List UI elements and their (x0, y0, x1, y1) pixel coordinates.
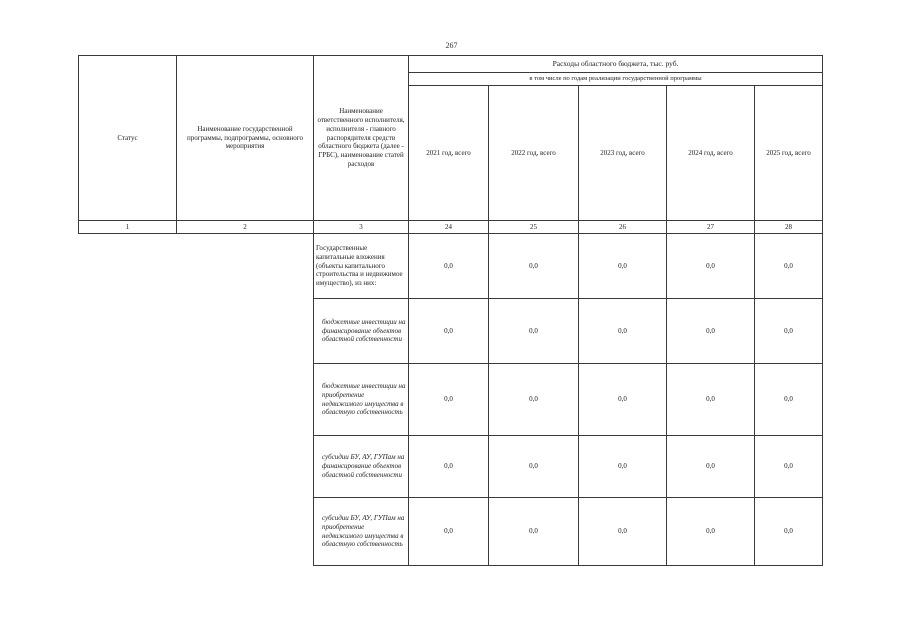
value-cell: 0,0 (667, 299, 755, 364)
budget-table (78, 55, 823, 566)
row-name: Государственные капитальные вложения (объекты капитального строительства и недвижимое имущество), из них: (314, 234, 409, 299)
value-cell: 0,0 (755, 299, 823, 364)
value-cell: 0,0 (667, 498, 755, 566)
row-name: субсидии БУ, АУ, ГУПам на приобретение недвижимого имущества в областную собственность (314, 498, 409, 566)
table-row (79, 234, 823, 299)
header-year-2023: 2023 год, всего (579, 86, 667, 221)
value-cell: 0,0 (489, 364, 579, 436)
value-cell: 0,0 (667, 364, 755, 436)
header-year-2025: 2025 год, всего (755, 86, 823, 221)
header-year-2022: 2022 год, всего (489, 86, 579, 221)
header-expenses: Расходы областного бюджета, тыс. руб. (409, 56, 823, 73)
value-cell: 0,0 (755, 498, 823, 566)
header-program-name: Наименование государственной программы, подпрограммы, основного мероприятия (177, 56, 314, 221)
row-name: бюджетные инвестиции на приобретение недвижимого имущества в областную собственность (314, 364, 409, 436)
row-name: субсидии БУ, АУ, ГУПам на финансирование объектов областной собственности (314, 436, 409, 498)
column-number: 24 (409, 221, 489, 234)
row-name: бюджетные инвестиции на финансирование объектов областной собственности (314, 299, 409, 364)
value-cell: 0,0 (579, 436, 667, 498)
value-cell: 0,0 (667, 436, 755, 498)
column-number: 3 (314, 221, 409, 234)
value-cell: 0,0 (579, 498, 667, 566)
value-cell: 0,0 (409, 364, 489, 436)
column-number: 26 (579, 221, 667, 234)
value-cell: 0,0 (489, 234, 579, 299)
header-by-years: в том числе по годам реализации государственной программы (409, 73, 823, 86)
page-number: 267 (445, 41, 458, 50)
column-numbers-row (79, 221, 823, 234)
value-cell: 0,0 (579, 234, 667, 299)
value-cell: 0,0 (489, 299, 579, 364)
status-cell-empty (79, 234, 177, 566)
header-year-2021: 2021 год, всего (409, 86, 489, 221)
value-cell: 0,0 (409, 436, 489, 498)
header-status: Статус (79, 56, 177, 221)
value-cell: 0,0 (409, 234, 489, 299)
column-number: 25 (489, 221, 579, 234)
header-year-2024: 2024 год, всего (667, 86, 755, 221)
header-executor: Наименование ответственного исполнителя, исполнителя - главного распорядителя средств областного бюджета (далее - ГРБС), наименование статей расходов (314, 56, 409, 221)
value-cell: 0,0 (667, 234, 755, 299)
column-number: 2 (177, 221, 314, 234)
column-number: 28 (755, 221, 823, 234)
value-cell: 0,0 (579, 364, 667, 436)
value-cell: 0,0 (409, 299, 489, 364)
column-number: 1 (79, 221, 177, 234)
value-cell: 0,0 (755, 364, 823, 436)
value-cell: 0,0 (489, 498, 579, 566)
value-cell: 0,0 (579, 299, 667, 364)
value-cell: 0,0 (755, 436, 823, 498)
value-cell: 0,0 (755, 234, 823, 299)
column-number: 27 (667, 221, 755, 234)
program-cell-empty (177, 234, 314, 566)
value-cell: 0,0 (409, 498, 489, 566)
value-cell: 0,0 (489, 436, 579, 498)
